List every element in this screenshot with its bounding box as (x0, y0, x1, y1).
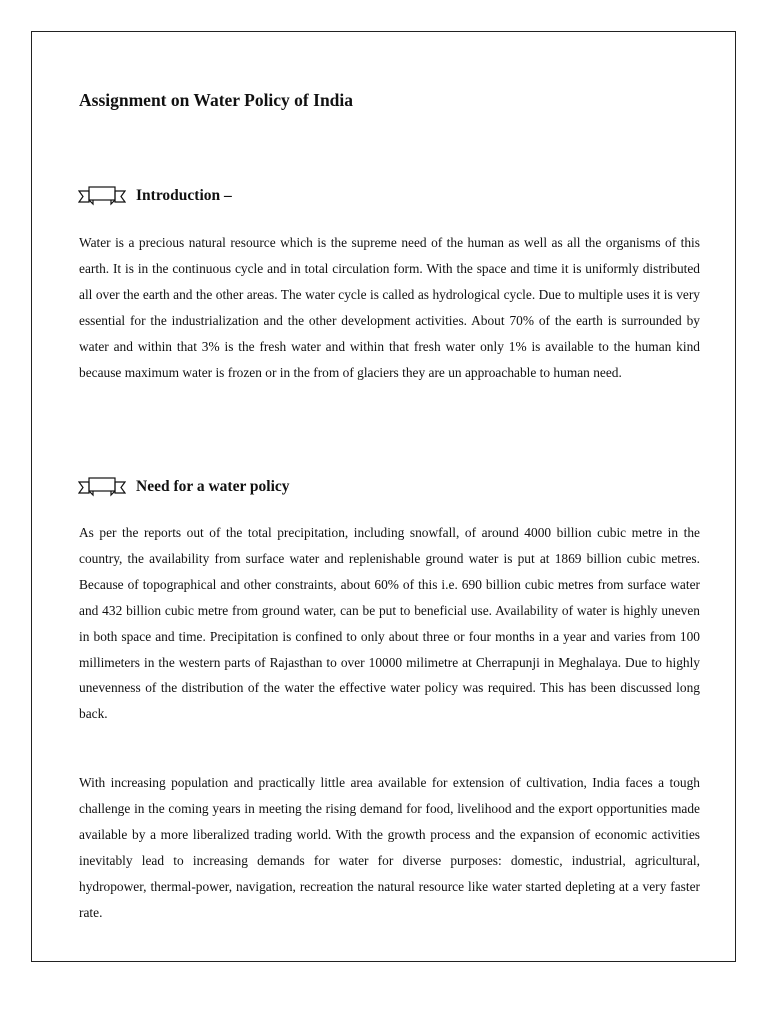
scroll-banner-icon (78, 476, 126, 498)
scroll-banner-icon (78, 185, 126, 207)
section-heading-text: Need for a water policy (136, 478, 290, 495)
section-heading-text: Introduction – (136, 187, 232, 204)
document-title: Assignment on Water Policy of India (79, 90, 354, 110)
section-heading-need-for-water-policy (78, 476, 290, 498)
section-heading-introduction (78, 185, 232, 207)
paragraph-introduction: Water is a precious natural resource which is the supreme need of the human as well as all the organisms of this earth. It is in the continuous cycle and in total circulation form. With the space and time it is uniformly distributed all over the earth and the other areas. The water cycle is called as hydrological cycle. Due to multiple uses it is very essential for the industrialization and the other development activities. About 70% of the earth is surrounded by water and within that 3% is the fresh water and within that fresh water only 1% is available to the human kind because maximum water is frozen or in the from of glaciers they are un approachable to human need. (79, 235, 700, 380)
paragraph-need-2: With increasing population and practically little area available for extension of cultivation, India faces a tough challenge in the coming years in meeting the rising demand for food, livelihood and the export opportunities made available by a more liberalized trading world. With the growth process and the expansion of economic activities inevitably lead to increasing demands for water for diverse purposes: domestic, industrial, agricultural, hydropower, thermal-power, navigation, recreation the natural resource like water started depleting at a very faster rate. (79, 775, 700, 920)
paragraph-need-1: As per the reports out of the total precipitation, including snowfall, of around 4000 billion cubic metre in the country, the availability from surface water and replenishable ground water is put at 1869 billion cubic metres. Because of topographical and other constraints, about 60% of this i.e. 690 billion cubic metres from surface water and 432 billion cubic metre from ground water, can be put to beneficial use. Availability of water is highly uneven in both space and time. Precipitation is confined to only about three or four months in a year and varies from 100 millimeters in the western parts of Rajasthan to over 10000 milimetre at Cherrapunji in Meghalaya. Due to highly unevenness of the distribution of the water the effective water policy was required. This has been discussed long back. (79, 525, 700, 722)
